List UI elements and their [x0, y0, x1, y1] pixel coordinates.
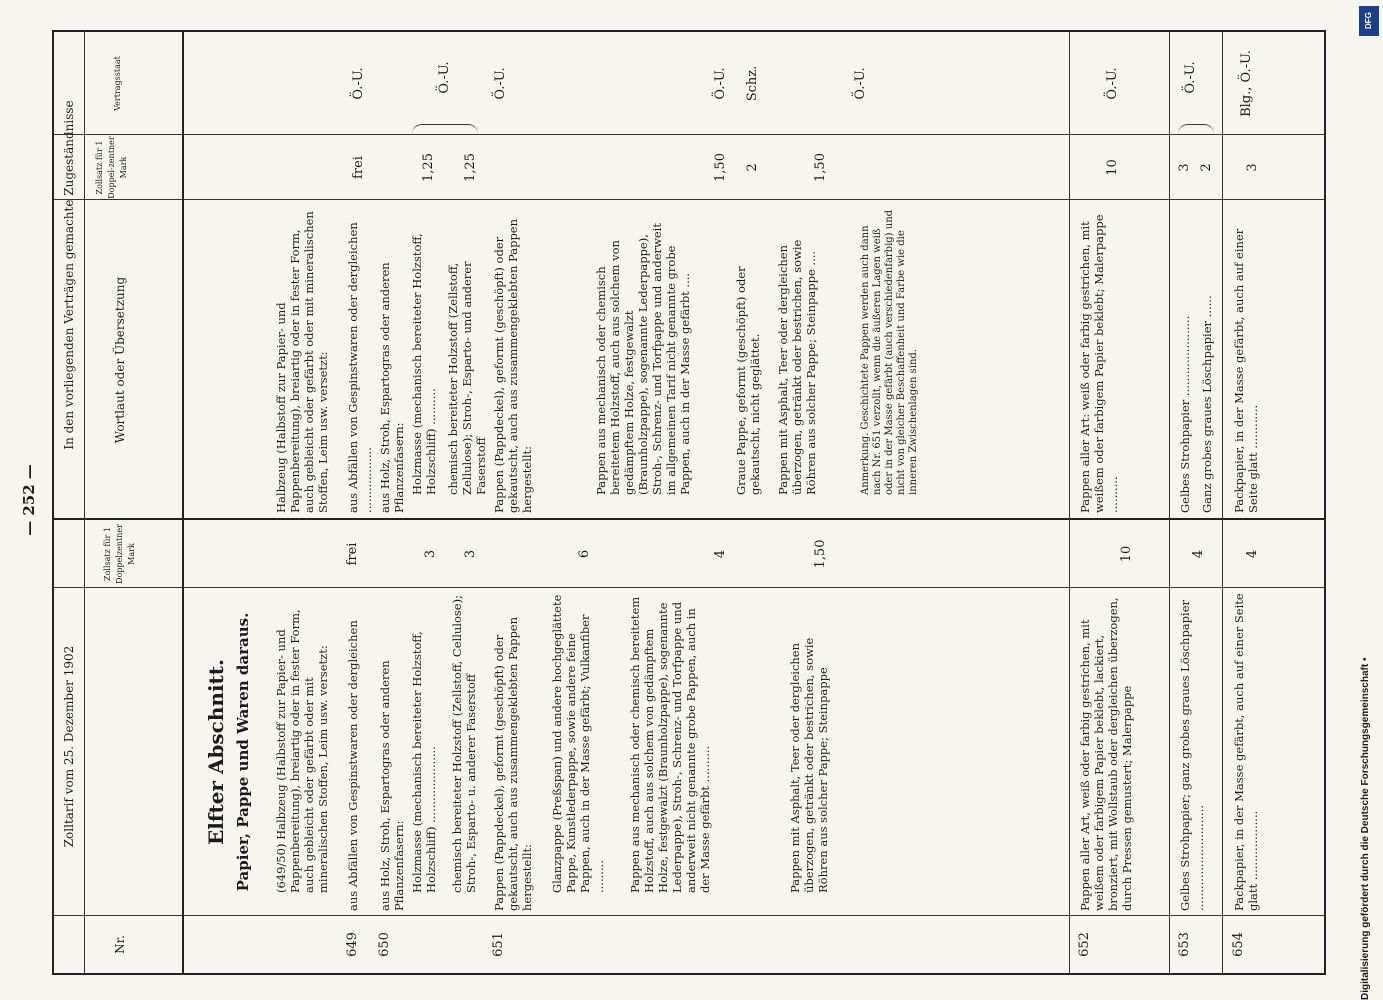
left-row-duty: 6: [577, 549, 592, 559]
right-row-state: Schz.: [745, 65, 760, 102]
left-caption: Zolltarif vom 25. Dezember 1902: [62, 645, 76, 848]
tariff-table: [52, 30, 1326, 975]
right-row-text: Halbzeug (Halbstoff zur Papier- und Pappenbereitung), breiartig oder in fester Form, auch gebleicht oder gefärbt oder mit mineralischen Stoffen, Leim usw. versetzt:: [274, 211, 330, 513]
header-bottom-rule: [182, 32, 184, 973]
brace: [1178, 124, 1214, 135]
left-row-text: (649/50) Halbzeug (Halbstoff zur Papier- und Pappenbereitung), breiartig oder in fester Form, auch gebleicht oder gefärbt oder mit mineralischen Stoffen, Leim usw. versetzt:: [274, 609, 330, 893]
right-row-note: Anmerkung. Geschichtete Pappen werden auch dann nach Nr. 651 verzollt, wenn die äußeren Lagen weiß oder in der Masse gefärbt (auch verschiedenfarbig) und nicht von gleicher Beschaffenheit und Farbe wie die inneren Zwischenlagen sind.: [860, 209, 919, 495]
right-row-state: Ö.-U.: [351, 67, 366, 100]
right-row-duty: 1,25: [421, 153, 436, 182]
right-row-text: Graue Pappe, geformt (geschöpft) oder gekautscht, nicht geglättet.: [734, 266, 762, 495]
left-row-text: Gelbes Strohpapier; ganz grobes graues Löschpapier .............................: [1178, 599, 1206, 911]
header-rule-left: [84, 520, 85, 973]
section-subtitle: Papier, Pappe und Waren daraus.: [234, 612, 252, 892]
right-row-duty: frei: [351, 156, 366, 179]
right-row-text: Holzmasse (mechanisch bereiteter Holzstoff, Holzschliff) ..........: [410, 233, 438, 495]
header-rule-right: [84, 30, 85, 520]
right-row-state: Ö.-U.: [853, 67, 868, 100]
left-row-nr: 650: [377, 932, 392, 957]
col-head-wording: Wortlaut oder Übersetzung: [113, 276, 127, 444]
right-row-duty: 1,25: [463, 153, 478, 182]
left-row-text: Pappen aus mechanisch oder chemisch bereitetem Holzstoff, auch aus solchem von gedämpftem Holze, festgewalzt (Braunholzpappe), sogenannte Lederpappe), Stroh-, Schrenz- und Torfpappe und anderweit nicht genannte grobe Pappen, auch in der Masse gefärbt ..........: [628, 596, 712, 893]
right-row-text: Pappen mit Asphalt, Teer oder dergleichen überzogen, getränkt oder bestrichen, sowie Röhren aus solcher Pappe; Steinpappe ....: [776, 239, 818, 495]
right-row-duty: 10: [1105, 159, 1120, 176]
right-row-text: Packpapier, in der Masse gefärbt, auch auf einer Seite glatt ............: [1232, 228, 1260, 513]
left-row-duty: 4: [713, 549, 728, 559]
left-row-text: aus Abfällen von Gespinstwaren oder dergleichen: [346, 620, 360, 911]
left-row-nr: 654: [1231, 932, 1246, 957]
right-row-duty: 2: [745, 163, 760, 172]
col-head-duty-left: Zollsatz für 1 Doppelzentner Mark: [103, 524, 136, 584]
brace: [412, 124, 478, 135]
left-row-text: Packpapier, in der Masse gefärbt, auch auf einer Seite glatt ...................: [1232, 593, 1260, 911]
left-row-duty: 1,50: [813, 539, 828, 569]
right-row-text: Ganz grobes graues Löschpapier ......: [1200, 295, 1214, 513]
row-rule: [1069, 32, 1070, 973]
right-row-duty: 3: [1245, 163, 1260, 172]
row-rule: [1222, 32, 1223, 973]
right-row-state: Ö.-U.: [1183, 61, 1198, 94]
left-row-text: Pappen (Pappdeckel), geformt (geschöpft) oder gekautscht, auch aus zusammengeklebten Pappen hergestellt:: [492, 616, 534, 911]
right-row-text: Pappen (Pappdeckel), geformt (geschöpft) oder gekautscht, auch aus zusammengeklebten Pappen hergestellt:: [492, 218, 534, 513]
page-number: — 252 —: [20, 464, 38, 536]
left-row-text: Glanzpappe (Preßspan) und andere hochgeglättete Pappe, Kunstlederpappe, sowie andere feine Pappen, auch in der Masse gefärbt; Vulkanfiber .........: [550, 594, 606, 893]
right-row-state: Ö.-U.: [493, 67, 508, 100]
right-row-text: Pappen aller Art: weiß oder farbig gestrichen, mit weißem oder farbigem Papier beklebt; Malerpappe ..........: [1078, 214, 1120, 513]
col-head-duty-right: Zollsatz für 1 Doppel-zentner Mark: [95, 136, 128, 199]
right-row-state: Ö.-U.: [713, 67, 728, 100]
right-row-text: Gelbes Strohpapier ......................: [1178, 315, 1192, 513]
section-title: Elfter Abschnitt.: [204, 659, 228, 845]
right-row-state: Ö.-U.: [1105, 67, 1120, 100]
col-divider: [54, 199, 1324, 200]
right-row-duty: 2: [1199, 163, 1214, 172]
right-row-duty: 1,50: [713, 153, 728, 182]
right-row-text: aus Holz, Stroh, Espartogras oder anderen Pflanzenfasern:: [378, 262, 406, 513]
left-row-duty: 10: [1119, 545, 1134, 563]
right-row-duty: 3: [1177, 163, 1192, 172]
right-row-text: aus Abfällen von Gespinstwaren oder dergleichen ..................: [346, 222, 374, 513]
left-row-nr: 653: [1177, 932, 1192, 957]
col-divider: [54, 134, 1324, 135]
left-row-duty: frei: [345, 542, 360, 566]
left-row-text: aus Holz, Stroh, Espartogras oder anderen Pflanzenfasern:: [378, 660, 406, 911]
right-row-state: Ö.-U.: [437, 61, 452, 94]
left-row-text: Pappen aller Art, weiß oder farbig gestrichen, mit weißem oder farbigem Papier beklebt, lackiert, bronziert, mit Wollstaub oder dergleichen überzogen, durch Pressen gemustert; Malerpappe: [1078, 597, 1134, 911]
left-row-text: Holzmasse (mechanisch bereiteter Holzstoff, Holzschliff) .....................: [410, 631, 438, 893]
left-row-nr: 649: [345, 932, 360, 957]
left-row-nr: 651: [491, 932, 506, 957]
left-row-duty: 3: [463, 549, 478, 559]
dfg-logo: DFG: [1359, 6, 1379, 36]
col-head-nr: Nr.: [113, 935, 127, 954]
left-row-nr: 652: [1077, 932, 1092, 957]
right-row-state: Blg., Ö.-U.: [1239, 50, 1254, 117]
left-row-duty: 4: [1245, 549, 1260, 559]
col-head-state: Vertragsstaat: [113, 56, 122, 111]
row-rule: [1169, 32, 1170, 973]
right-row-text: Pappen aus mechanisch oder chemisch bereitetem Holzstoff, auch aus solchem von gedämpftem Holze, festgewalzt (Braunholzpappe), sogenannte Lederpappe), Stroh-, Schrenz- und Torfpappe und anderweit im allgemeinen Tarif nicht genannte grobe Pappen, auch in der Masse gefärbt ....: [594, 223, 692, 495]
dfg-footer: Digitalisierung gefördert durch die Deutsche Forschungsgemeinschaft •: [1360, 657, 1371, 1000]
left-row-duty: 4: [1191, 549, 1206, 559]
left-row-duty: 3: [423, 549, 438, 559]
right-caption: In den vorliegenden Verträgen gemachte Zugeständnisse: [62, 100, 76, 450]
left-row-text: Pappen mit Asphalt, Teer oder dergleichen überzogen, getränkt oder bestrichen, sowie Röhren aus solcher Pappe; Steinpappe: [788, 637, 830, 893]
right-row-text: chemisch bereiteter Holzstoff (Zellstoff, Zellulose); Stroh-, Esparto- und anderer Faserstoff: [446, 261, 488, 495]
right-row-duty: 1,50: [813, 153, 828, 182]
left-row-text: chemisch bereiteter Holzstoff (Zellstoff, Cellulose); Stroh-, Esparto- u. anderer Faserstoff: [450, 595, 478, 893]
